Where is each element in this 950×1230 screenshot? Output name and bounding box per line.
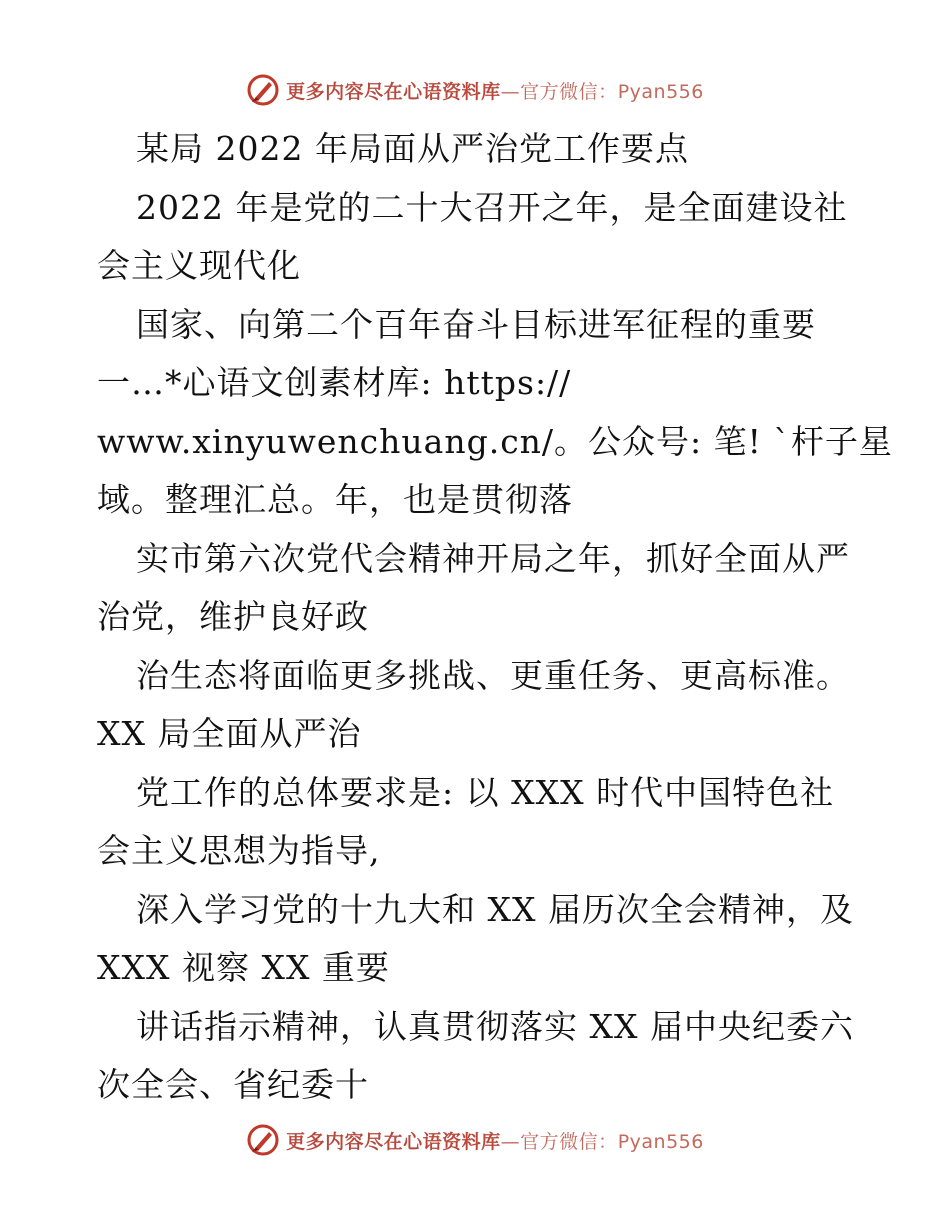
doc-line: 实市第六次党代会精神开局之年，抓好全面从严 (136, 538, 850, 578)
watermark-wechat-id: Pyan556 (617, 1130, 704, 1153)
doc-line: 会主义思想为指导, (97, 831, 381, 870)
doc-line: www.xinyuwenchuang.cn/。公众号: 笔! `杆子星 (97, 421, 893, 461)
doc-line: 国家、向第二个百年奋斗目标进军征程的重要 (136, 304, 816, 344)
watermark-library-text: 更多内容尽在心语资料库 (286, 80, 501, 103)
watermark-wechat-id: Pyan556 (617, 80, 704, 103)
doc-line: 治党，维护良好政 (97, 597, 369, 636)
watermark-dash: — (500, 80, 521, 103)
doc-line: XX 局全面从严治 (97, 714, 362, 753)
doc-line: 治生态将面临更多挑战、更重任务、更高标准。 (136, 655, 850, 695)
watermark-footer (0, 1118, 950, 1162)
pen-logo-icon (246, 73, 280, 107)
watermark-library-text: 更多内容尽在心语资料库 (286, 1130, 501, 1153)
watermark-wechat-label: 官方微信： (520, 80, 618, 103)
watermark-wechat-label: 官方微信： (520, 1130, 618, 1153)
watermark-dash: — (500, 1130, 521, 1153)
doc-line: 某局 2022 年局面从严治党工作要点 (136, 129, 689, 168)
pen-logo-icon (246, 1123, 280, 1157)
doc-line: 党工作的总体要求是: 以 XXX 时代中国特色社 (136, 772, 835, 812)
doc-line: 会主义现代化 (97, 246, 301, 285)
doc-line: XXX 视察 XX 重要 (97, 948, 390, 987)
document-body (97, 120, 893, 1115)
doc-line: 讲话指示精神，认真贯彻落实 XX 届中央纪委六 (136, 1006, 854, 1046)
doc-line: 2022 年是党的二十大召开之年，是全面建设社 (136, 187, 848, 227)
watermark-header (0, 68, 950, 112)
doc-line: 深入学习党的十九大和 XX 届历次全会精神，及 (136, 889, 854, 929)
doc-line: 一…*心语文创素材库: https:// (97, 363, 572, 402)
doc-line: 域。整理汇总。年，也是贯彻落 (97, 480, 573, 519)
doc-line: 次全会、省纪委十 (97, 1065, 369, 1104)
